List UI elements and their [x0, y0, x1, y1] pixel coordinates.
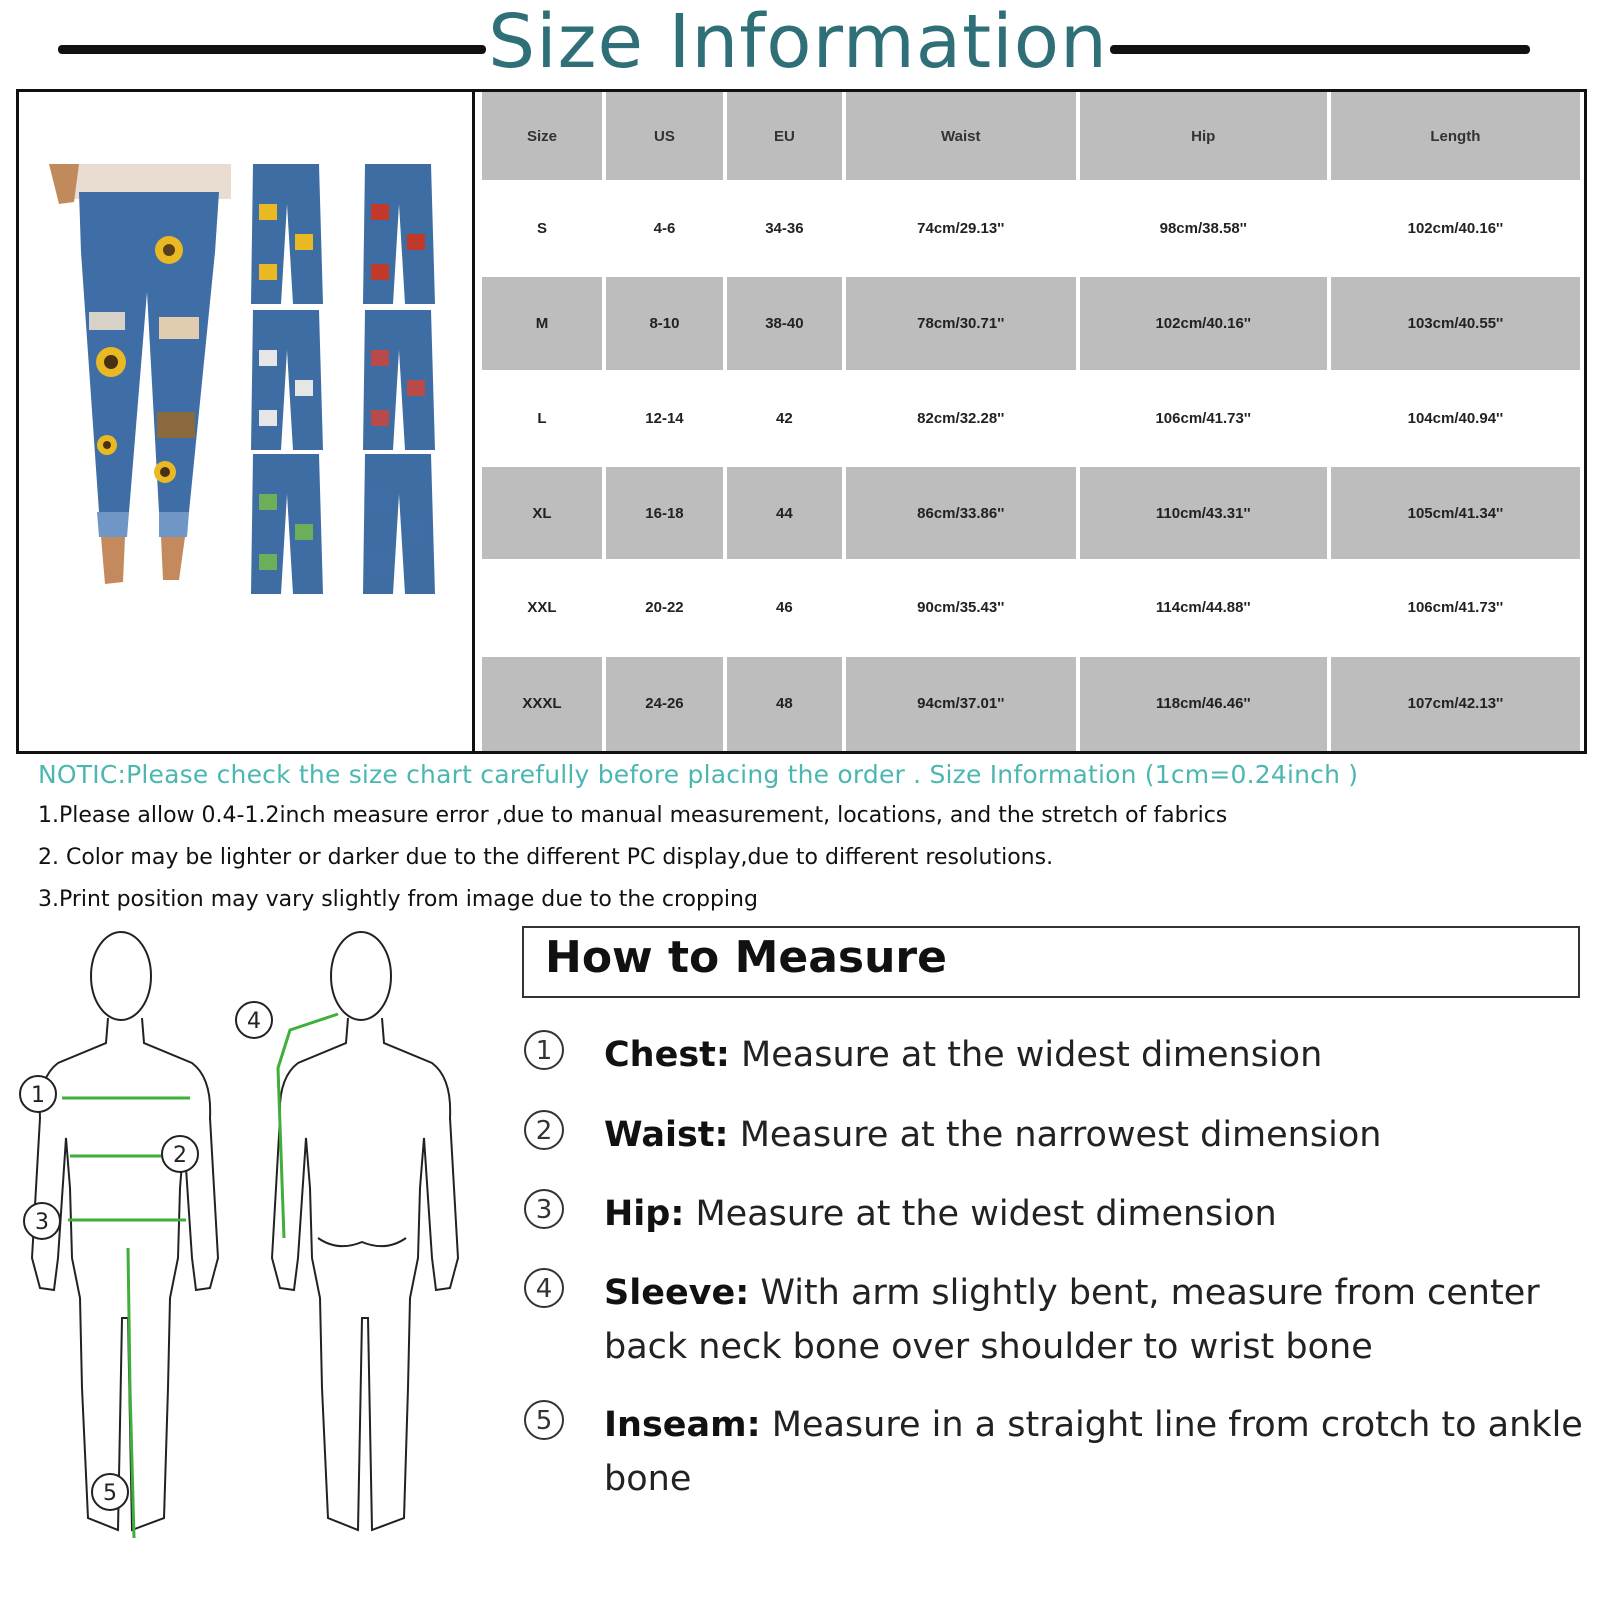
table-cell: 90cm/35.43'': [846, 559, 1076, 656]
table-cell: 118cm/46.46'': [1080, 657, 1327, 751]
table-cell: 12-14: [606, 370, 723, 467]
table-row: [482, 559, 1580, 656]
column-header: EU: [727, 92, 842, 180]
table-cell: 42: [727, 370, 842, 467]
jeans-patch: [371, 264, 389, 280]
jeans-patch: [371, 554, 389, 570]
note-item: 2. Color may be lighter or darker due to the different PC display,due to different resolutions.: [38, 845, 1054, 870]
step-text: With arm slightly bent, measure from center back neck bone over shoulder to wrist bone: [604, 1273, 1540, 1367]
step-text: Measure at the widest dimension: [741, 1035, 1323, 1075]
table-cell: 102cm/40.16'': [1331, 180, 1580, 277]
jeans-patch: [295, 234, 313, 250]
table-cell: 98cm/38.58'': [1080, 180, 1327, 277]
note-item: 1.Please allow 0.4-1.2inch measure error ,due to manual measurement, locations, and the stretch of fabrics: [38, 803, 1228, 828]
table-row: [482, 277, 1580, 369]
table-cell: 107cm/42.13'': [1331, 657, 1580, 751]
table-header-row: [482, 92, 1580, 180]
table-row: [482, 370, 1580, 467]
table-cell: 48: [727, 657, 842, 751]
table-cell: 24-26: [606, 657, 723, 751]
column-header: Length: [1331, 92, 1580, 180]
how-to-measure-title: How to Measure: [545, 932, 947, 983]
table-cell: 105cm/41.34'': [1331, 467, 1580, 559]
page-title: Size Information: [488, 0, 1108, 85]
table-cell: 110cm/43.31'': [1080, 467, 1327, 559]
step-number-badge: 3: [524, 1189, 564, 1229]
table-row: [482, 467, 1580, 559]
table-cell: 106cm/41.73'': [1080, 370, 1327, 467]
table-cell: 38-40: [727, 277, 842, 369]
column-header: Hip: [1080, 92, 1327, 180]
jeans-patch: [259, 350, 277, 366]
table-cell: 102cm/40.16'': [1080, 277, 1327, 369]
step-label: Chest:: [604, 1035, 730, 1075]
column-header: US: [606, 92, 723, 180]
table-cell: XXXL: [482, 657, 602, 751]
figure-marker-label: 5: [103, 1481, 117, 1506]
jeans-patch: [295, 380, 313, 396]
table-cell: 74cm/29.13'': [846, 180, 1076, 277]
header-rule-left: [58, 45, 486, 54]
note-item: 3.Print position may vary slightly from image due to the cropping: [38, 887, 758, 912]
measurement-figure: [18, 918, 464, 1578]
table-cell: 103cm/40.55'': [1331, 277, 1580, 369]
step-label: Inseam:: [604, 1405, 761, 1445]
column-header: Size: [482, 92, 602, 180]
jeans-patch: [259, 264, 277, 280]
table-cell: 78cm/30.71'': [846, 277, 1076, 369]
table-cell: XL: [482, 467, 602, 559]
table-cell: 104cm/40.94'': [1331, 370, 1580, 467]
table-cell: 94cm/37.01'': [846, 657, 1076, 751]
table-row: [482, 180, 1580, 277]
jeans-patch: [407, 380, 425, 396]
table-cell: 34-36: [727, 180, 842, 277]
header-rule-right: [1110, 45, 1530, 54]
jeans-patch: [407, 234, 425, 250]
table-cell: M: [482, 277, 602, 369]
table-cell: 4-6: [606, 180, 723, 277]
jeans-patch: [259, 494, 277, 510]
figure-marker-label: 2: [173, 1143, 187, 1168]
notice-text: NOTIC:Please check the size chart carefully before placing the order . Size Information (1cm=0.24inch ): [38, 760, 1359, 789]
table-cell: S: [482, 180, 602, 277]
jeans-patch: [371, 494, 389, 510]
table-cell: 20-22: [606, 559, 723, 656]
figure-marker-label: 1: [31, 1083, 45, 1108]
step-label: Hip:: [604, 1194, 685, 1234]
step-text: Measure in a straight line from crotch to ankle bone: [604, 1405, 1583, 1499]
table-cell: 44: [727, 467, 842, 559]
table-cell: 82cm/32.28'': [846, 370, 1076, 467]
step-number-badge: 1: [524, 1030, 564, 1070]
table-cell: 16-18: [606, 467, 723, 559]
column-header: Waist: [846, 92, 1076, 180]
step-number-badge: 2: [524, 1110, 564, 1150]
jeans-patch: [259, 410, 277, 426]
figure-marker-label: 3: [35, 1210, 49, 1235]
table-cell: 46: [727, 559, 842, 656]
step-text: Measure at the narrowest dimension: [739, 1115, 1382, 1155]
jeans-patch: [259, 554, 277, 570]
table-cell: 114cm/44.88'': [1080, 559, 1327, 656]
body-outline-illustration: [18, 918, 464, 1578]
table-cell: 106cm/41.73'': [1331, 559, 1580, 656]
table-cell: 8-10: [606, 277, 723, 369]
model-jeans: [49, 164, 231, 584]
step-label: Waist:: [604, 1115, 729, 1155]
figure-marker-label: 4: [247, 1009, 261, 1034]
jeans-thumbnails: [251, 164, 435, 594]
jeans-patch: [371, 204, 389, 220]
table-cell: 86cm/33.86'': [846, 467, 1076, 559]
step-label: Sleeve:: [604, 1273, 750, 1313]
jeans-patch: [371, 410, 389, 426]
size-table: [478, 92, 1584, 751]
product-photos: [19, 92, 475, 751]
step-number-badge: 5: [524, 1400, 564, 1440]
jeans-patch: [407, 524, 425, 540]
jeans-patch: [259, 204, 277, 220]
table-cell: XXL: [482, 559, 602, 656]
step-number-badge: 4: [524, 1268, 564, 1308]
jeans-illustration: [19, 92, 472, 751]
table-cell: L: [482, 370, 602, 467]
table-row: [482, 657, 1580, 751]
jeans-patch: [371, 350, 389, 366]
step-text: Measure at the widest dimension: [695, 1194, 1277, 1234]
jeans-patch: [295, 524, 313, 540]
